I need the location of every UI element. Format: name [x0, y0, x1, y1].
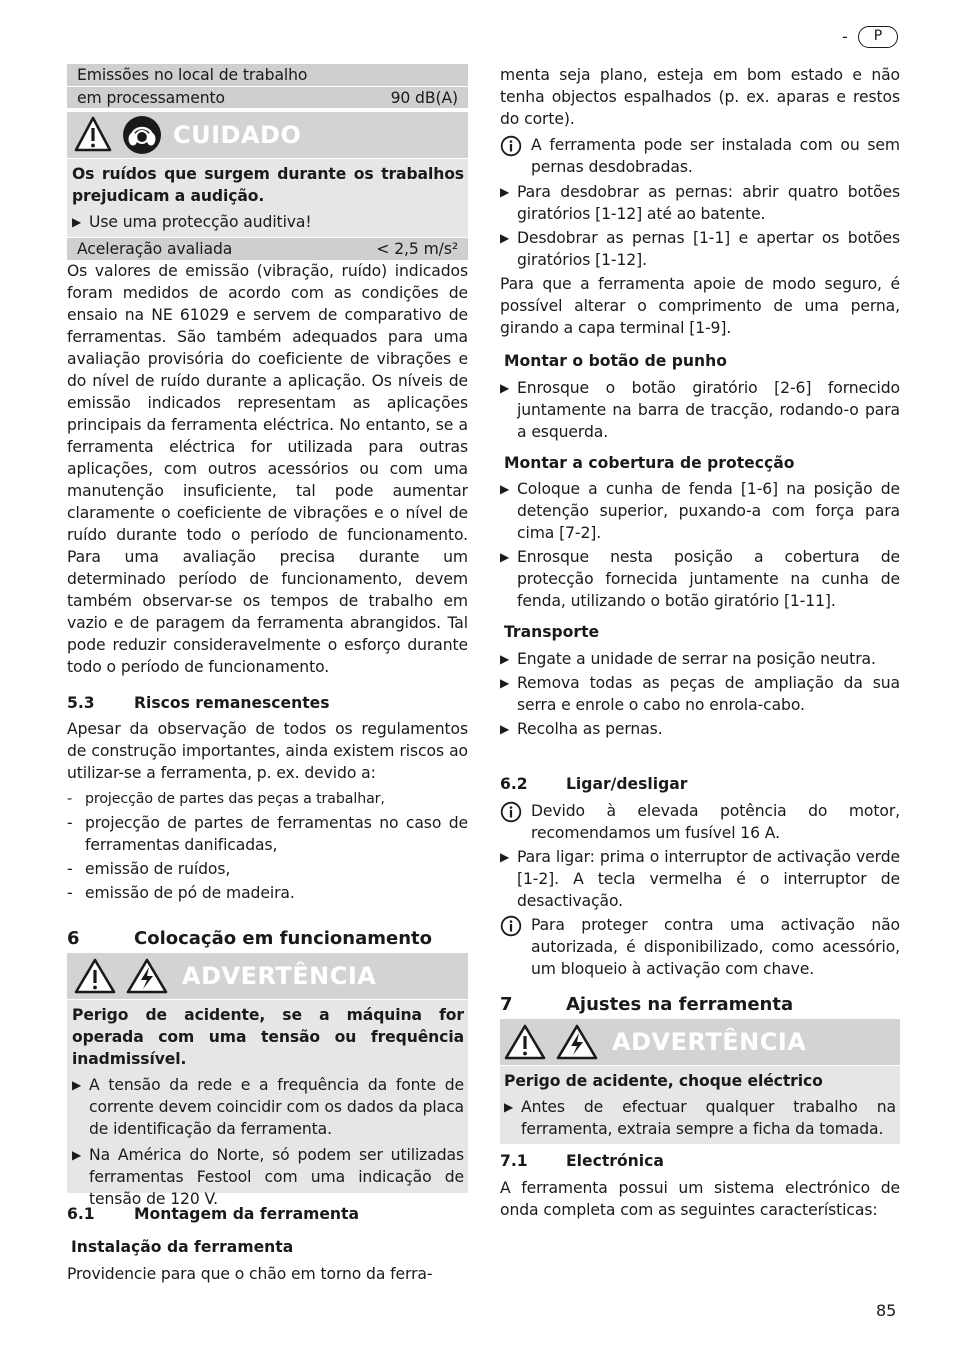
acceleration-row [67, 238, 468, 260]
header-dash: - [842, 27, 848, 46]
warning-banner [67, 953, 468, 999]
bullet-arrow-icon: ▶ [500, 652, 510, 666]
bullet-arrow-icon: ▶ [500, 722, 510, 736]
list-item: ▶ Para desdobrar as pernas: abrir quatro botões giratórios [1-12] até ao batente. [500, 183, 900, 223]
install-heading: Instalação da ferramenta [71, 1238, 294, 1256]
section-7-1-text: A ferramenta possui um sistema electrónico de onda completa com as seguintes características: [500, 1179, 900, 1219]
list-item: ▶ Enrosque nesta posição a cobertura de protecção fornecida juntamente na cunha de fenda, utilizando o botão giratório [1-11]. [500, 548, 900, 610]
bullet-arrow-icon: ▶ [72, 1148, 82, 1162]
section-title: Ajustes na ferramenta [566, 994, 794, 1015]
knob-bullets [500, 377, 900, 443]
legs-paragraph: Para que a ferramenta apoie de modo seguro, é possível alterar o comprimento de uma perna, girando a capa terminal [1-9]. [500, 275, 900, 337]
transport-bullets [500, 648, 900, 740]
accel-label: Aceleração avaliada [77, 240, 233, 258]
section-5-3-heading [67, 692, 468, 714]
emission-paragraph: Os valores de emissão (vibração, ruído) indicados foram medidos de acordo com as condições de ensaio na NE 61029 e servem de comparativo de ferramentas. São também adequados para uma avaliação provisória do coeficiente de vibrações e do nível de ruído durante a aplicação. Os níveis de emissão indicados representam as aplicações principais da ferramenta eléctrica. No entanto, se a ferramenta eléctrica for utilizada para outras aplicações, com outros acessórios ou com uma manutenção insuficiente, tal pode aumentar claramente o coeficiente de vibrações e o nível de ruído durante todo o período de funcionamento. Para uma avaliação precisa durante um determinado período de funcionamento, devem também observar-se os tempos de trabalho em vazio e de paragem da ferramenta abrangidos. Tal pode reduzir consideravelmente o esforço durante todo o período de funcionamento. [67, 262, 468, 676]
list-item: ▶ Desdobrar as pernas [1-1] e apertar os botões giratórios [1-12]. [500, 229, 900, 269]
list-item: - projecção de partes das peças a trabalhar, [67, 791, 385, 807]
emission-label-1: Emissões no local de trabalho [67, 64, 468, 87]
section-number: 6 [67, 928, 80, 949]
page-number: 85 [876, 1301, 897, 1320]
electric-hazard-icon [126, 957, 168, 995]
transport-heading: Transporte [504, 623, 600, 641]
electric-hazard-icon [556, 1023, 598, 1061]
warning-title: ADVERTÊNCIA [612, 1028, 807, 1056]
section-title: Ligar/desligar [566, 775, 688, 793]
legs-bullets [500, 181, 900, 271]
section-5-3-intro: Apesar da observação de todos os regulamentos de construção importantes, ainda existem riscos ao utilizar-se a ferramenta, p. ex. devido a: [67, 720, 468, 782]
install-text: Providencie para que o chão em torno da ferra- [67, 1265, 433, 1283]
emission-table [67, 64, 468, 108]
country-badge [858, 26, 898, 48]
section-title: Colocação em funcionamento [134, 928, 432, 949]
list-item: - projecção de partes de ferramentas no caso de ferramentas danificadas, [67, 814, 468, 854]
warning-bullet: ▶ A tensão da rede e a frequência da fonte de corrente devem coincidir com os dados da placa de identificação da ferramenta. [72, 1076, 464, 1138]
list-item: ▶ Engate a unidade de serrar na posição neutra. [500, 650, 876, 668]
warning-triangle-icon [74, 115, 112, 153]
bullet-arrow-icon: ▶ [500, 381, 510, 395]
section-number: 7 [500, 994, 513, 1015]
warning-triangle-icon [74, 957, 116, 995]
bullet-arrow-icon: ▶ [500, 231, 510, 245]
info-icon [500, 135, 522, 157]
section-6-1-heading [67, 1203, 359, 1225]
section-title: Montagem da ferramenta [134, 1205, 360, 1223]
section-title: Electrónica [566, 1152, 664, 1170]
list-item: - emissão de pó de madeira. [67, 884, 295, 902]
emission-label-2: em processamento [77, 89, 225, 107]
section-6-heading [67, 927, 432, 951]
list-item: ▶ Remova todas as peças de ampliação da sua serra e enrole o cabo no enrola-cabo. [500, 674, 900, 714]
bullet-arrow-icon: ▶ [72, 1078, 82, 1092]
continued-text: menta seja plano, esteja em bom estado e não tenha objectos espalhados (p. ex. aparas e restos do corte). [500, 66, 900, 128]
warning-title: ADVERTÊNCIA [182, 962, 377, 990]
section-number: 6.2 [500, 775, 528, 793]
section-number: 6.1 [67, 1205, 95, 1223]
warning-box [67, 1000, 468, 1208]
caution-text: Os ruídos que surgem durante os trabalhos prejudicam a audição. [72, 165, 464, 205]
section-title: Riscos remanescentes [134, 694, 330, 712]
warning-text: Perigo de acidente, se a máquina for operada com uma tensão ou frequência inadmissível. [72, 1006, 464, 1068]
bullet-arrow-icon: ▶ [500, 185, 510, 199]
bullet-arrow-icon: ▶ [504, 1100, 514, 1114]
warning-text: Perigo de acidente, choque eléctrico [504, 1072, 823, 1090]
warning-triangle-icon [504, 1023, 546, 1061]
bullet-arrow-icon: ▶ [500, 850, 510, 864]
caution-title: CUIDADO [173, 121, 302, 149]
section-7-1-heading [500, 1150, 664, 1172]
bullet-arrow-icon: ▶ [500, 676, 510, 690]
guard-bullets [500, 478, 900, 612]
switch-bullets [500, 846, 900, 912]
risk-list [67, 788, 468, 904]
bullet-arrow-icon: ▶ [500, 550, 510, 564]
warning-bullet: ▶ Antes de efectuar qualquer trabalho na ferramenta, extraia sempre a ficha da tomada. [504, 1098, 896, 1138]
info-lock: Para proteger contra uma activação não autorizada, é disponibilizado, como acessório, um bloqueio à activação com chave. [500, 914, 900, 980]
warning-bullet: ▶ Na América do Norte, só podem ser utilizadas ferramentas Festool com uma indicação de tensão de 120 V. [72, 1146, 464, 1208]
emission-value: 90 dB(A) [390, 89, 458, 107]
bullet-arrow-icon: ▶ [72, 215, 82, 229]
warning-banner [500, 1019, 900, 1065]
warning-box [500, 1066, 900, 1144]
caution-banner [67, 112, 468, 158]
section-6-2-heading [500, 773, 687, 795]
info-icon [500, 915, 522, 937]
caution-box [67, 159, 468, 237]
list-item: ▶ Para ligar: prima o interruptor de activação verde [1-2]. A tecla vermelha é o interruptor de desactivação. [500, 848, 900, 910]
info-legs: A ferramenta pode ser instalada com ou sem pernas desdobradas. [500, 134, 900, 178]
list-item: - emissão de ruídos, [67, 860, 231, 878]
info-icon [500, 801, 522, 823]
section-number: 7.1 [500, 1152, 528, 1170]
list-item: ▶ Recolha as pernas. [500, 720, 663, 738]
section-7-heading [500, 993, 793, 1017]
guard-heading: Montar a cobertura de protecção [504, 454, 795, 472]
accel-value: < 2,5 m/s² [376, 240, 458, 258]
country-code: P [873, 28, 883, 44]
knob-heading: Montar o botão de punho [504, 352, 727, 370]
caution-bullet: ▶ Use uma protecção auditiva! [72, 213, 312, 231]
list-item: ▶ Coloque a cunha de fenda [1-6] na posição de detenção superior, puxando-a com força para cima [7-2]. [500, 480, 900, 542]
hearing-protection-icon [122, 115, 162, 155]
bullet-arrow-icon: ▶ [500, 482, 510, 496]
list-item: ▶ Enrosque o botão giratório [2-6] fornecido juntamente na barra de tracção, rodando-o para a esquerda. [500, 379, 900, 441]
info-fuse: Devido à elevada potência do motor, recomendamos um fusível 16 A. [500, 800, 900, 844]
section-number: 5.3 [67, 694, 95, 712]
